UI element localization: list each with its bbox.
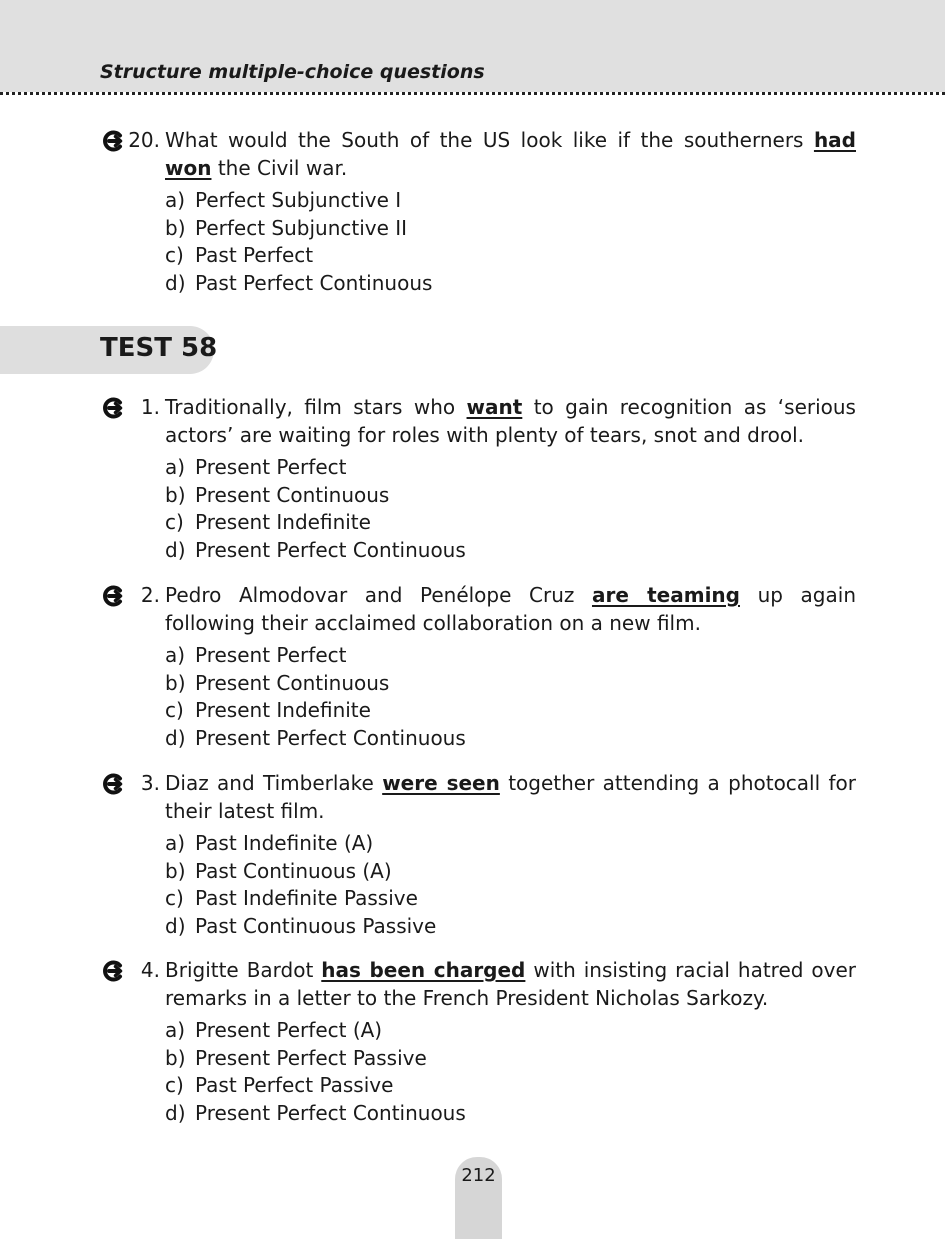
option-letter: b) (165, 858, 186, 883)
option-d (165, 270, 855, 298)
stem-text-before: Pedro Almodovar and Penélope Cruz (165, 583, 592, 607)
option-c (165, 697, 855, 725)
option-text: Present Perfect (195, 455, 347, 479)
option-text: Past Perfect Continuous (195, 270, 433, 295)
underlined-target: has been charged (321, 958, 526, 982)
underlined-target: want (466, 395, 523, 419)
option-text: Present Perfect Passive (195, 1045, 427, 1070)
option-text: Present Indefinite (195, 698, 371, 723)
option-c (165, 1072, 855, 1100)
option-b (165, 670, 855, 698)
option-text: Past Continuous (A) (195, 858, 392, 883)
option-letter: b) (165, 670, 186, 695)
option-b (165, 482, 855, 510)
section-header-title: Structure multiple-choice questions (100, 61, 485, 83)
stem-text-before: Traditionally, film stars who (165, 395, 467, 419)
option-letter: b) (165, 482, 186, 507)
question-number: 1. (140, 395, 160, 419)
option-d (165, 913, 855, 941)
option-text: Present Perfect Continuous (195, 1100, 466, 1125)
circled-arrow-icon (103, 397, 125, 419)
options-list (165, 642, 855, 752)
option-letter: b) (165, 215, 186, 240)
question-stem (165, 126, 856, 182)
option-text: Present Perfect Continuous (195, 725, 466, 750)
option-letter: c) (165, 886, 184, 911)
circled-arrow-icon (103, 773, 125, 795)
option-letter: a) (165, 455, 186, 479)
circled-arrow-icon (103, 130, 125, 152)
question-stem (165, 769, 856, 825)
option-text: Perfect Subjunctive II (195, 215, 408, 240)
option-text: Present Continuous (195, 670, 390, 695)
option-letter: a) (165, 188, 186, 212)
options-list (165, 187, 855, 297)
option-a (165, 1017, 855, 1045)
question-stem (165, 581, 856, 637)
option-text: Present Perfect (195, 643, 347, 667)
page-number: 212 (461, 1165, 496, 1186)
option-a (165, 642, 855, 670)
stem-text-after: the Civil war. (211, 156, 348, 180)
option-text: Present Continuous (195, 482, 390, 507)
option-letter: d) (165, 537, 186, 562)
option-letter: d) (165, 725, 186, 750)
option-b (165, 858, 855, 886)
stem-text-after: up again following their acclaimed collaboration on a new film. (165, 583, 856, 635)
circled-arrow-icon (103, 585, 125, 607)
question-number: 4. (140, 958, 160, 982)
stem-text-after: together attending a photocall for their latest film. (165, 771, 857, 823)
stem-text-before: Diaz and Timberlake (165, 771, 383, 795)
option-letter: d) (165, 270, 186, 295)
option-d (165, 725, 855, 753)
stem-text-before: What would the South of the US look like if the southerners (165, 128, 814, 152)
option-letter: b) (165, 1045, 186, 1070)
option-letter: d) (165, 913, 186, 938)
option-b (165, 215, 855, 243)
option-text: Past Perfect Passive (195, 1073, 394, 1098)
option-c (165, 509, 855, 537)
option-text: Past Indefinite Passive (195, 886, 418, 911)
option-d (165, 1100, 855, 1128)
option-text: Past Continuous Passive (195, 913, 437, 938)
option-c (165, 242, 855, 270)
option-d (165, 537, 855, 565)
underlined-target: were seen (382, 771, 500, 795)
question-number: 3. (140, 771, 160, 795)
options-list (165, 1017, 855, 1127)
underlined-target: are teaming (591, 583, 740, 607)
question-number: 20. (128, 128, 160, 152)
option-text: Present Indefinite (195, 510, 371, 535)
option-a (165, 454, 855, 482)
option-letter: c) (165, 1073, 184, 1098)
option-letter: c) (165, 243, 184, 268)
option-letter: a) (165, 1018, 186, 1042)
stem-text-after: with insisting racial hatred over remarks in a letter to the French President Nicholas Sarkozy. (165, 958, 857, 1010)
option-text: Present Perfect (A) (195, 1018, 383, 1042)
option-letter: d) (165, 1100, 186, 1125)
option-letter: a) (165, 831, 186, 855)
options-list (165, 454, 855, 564)
option-letter: a) (165, 643, 186, 667)
option-a (165, 830, 855, 858)
question-stem (165, 393, 856, 449)
options-list (165, 830, 855, 940)
question-stem (165, 956, 856, 1012)
option-b (165, 1045, 855, 1073)
option-text: Past Perfect (195, 243, 314, 268)
option-letter: c) (165, 510, 184, 535)
option-text: Present Perfect Continuous (195, 537, 466, 562)
underlined-target: had won (165, 128, 856, 180)
dotted-divider (0, 92, 945, 95)
test-title: TEST 58 (100, 333, 218, 363)
stem-text-before: Brigitte Bardot (165, 958, 322, 982)
option-c (165, 885, 855, 913)
option-text: Perfect Subjunctive I (195, 188, 402, 212)
option-letter: c) (165, 698, 184, 723)
option-a (165, 187, 855, 215)
stem-text-after: to gain recognition as ‘serious actors’ are waiting for roles with plenty of tears, snot and drool. (165, 395, 856, 447)
circled-arrow-icon (103, 960, 125, 982)
option-text: Past Indefinite (A) (195, 831, 374, 855)
question-number: 2. (140, 583, 160, 607)
